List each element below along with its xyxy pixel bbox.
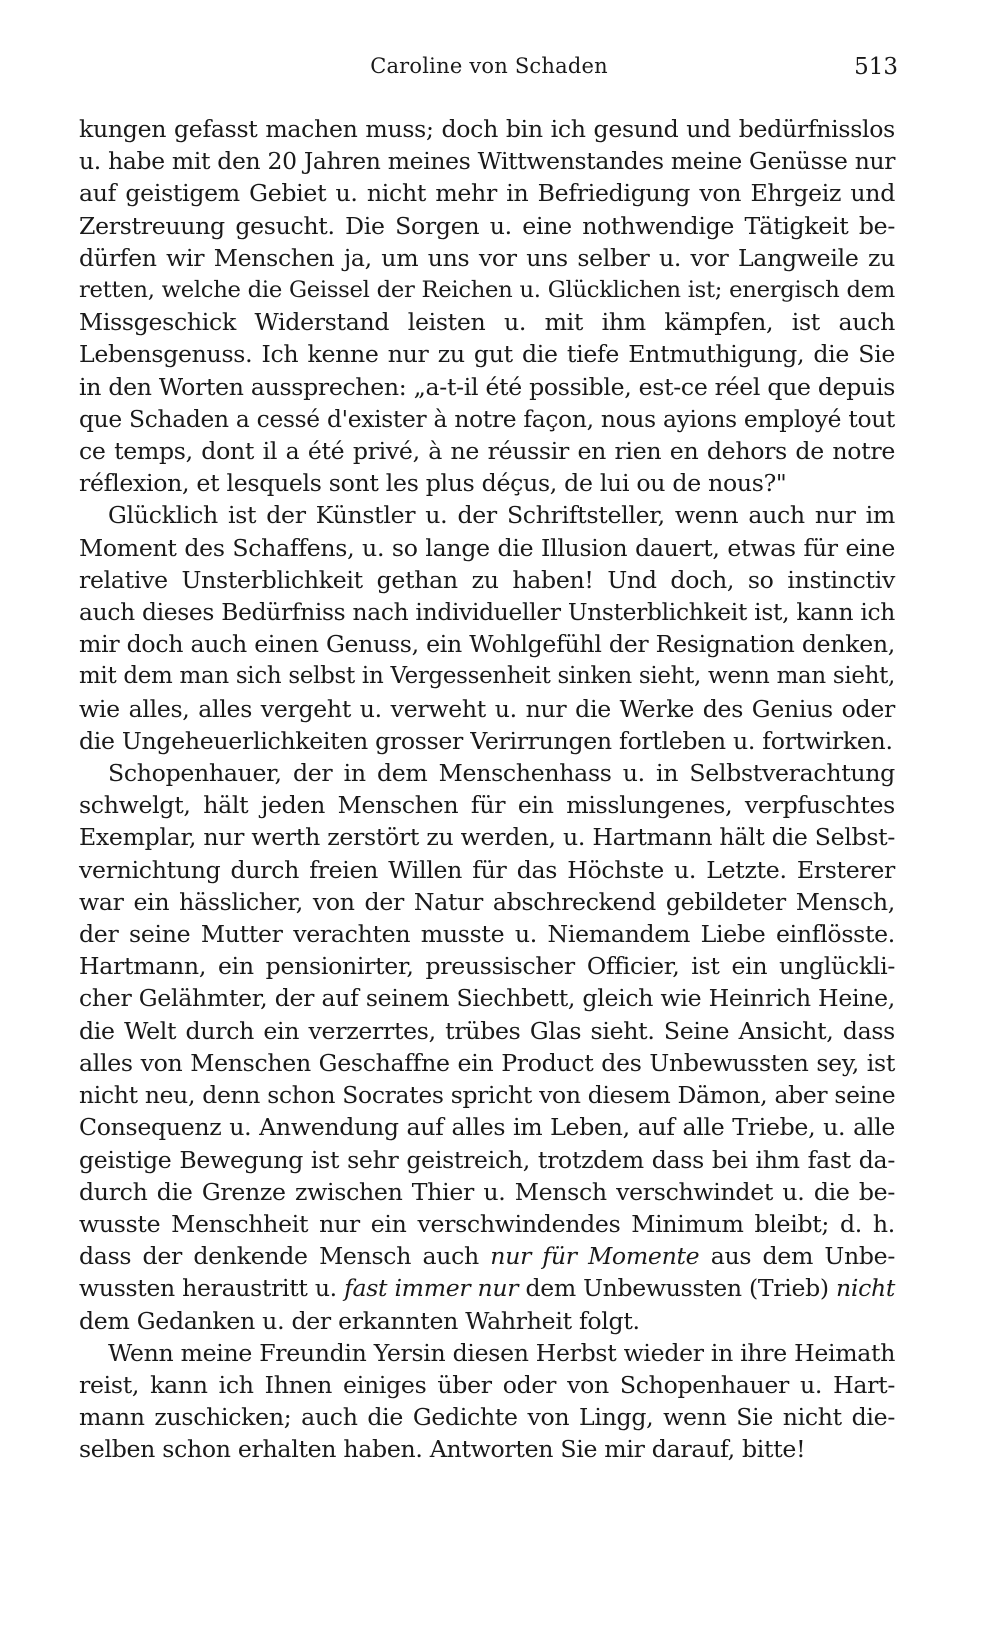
text-line: réflexion, et lesquels sont les plus déçus, de lui ou de nous?" (79, 469, 787, 498)
text-line-with-emphasis (79, 1240, 895, 1272)
page-header (80, 54, 898, 88)
italic-emphasis: nicht (836, 1274, 895, 1303)
text-line: u. habe mit den 20 Jahren meines Wittwenstandes meine Genüsse nur (79, 147, 896, 176)
text-line: Wenn meine Freundin Yersin diesen Herbst wieder in ihre Heimath (108, 1338, 896, 1367)
text-line: kungen gefasst machen muss; doch bin ich gesund und bedürfnisslos (79, 115, 895, 143)
text-line: wusste Menschheit nur ein verschwindendes Minimum bleibt; d. h. (79, 1209, 895, 1238)
text-line: dem Gedanken u. der erkannten Wahrheit folgt. (79, 1306, 640, 1335)
text-line: war ein hässlicher, von der Natur abschreckend gebildeter Mensch, (79, 887, 895, 916)
text-line: vernichtung durch freien Willen für das Höchste u. Letzte. Ersterer (79, 855, 895, 884)
text-line: die Ungeheuerlichkeiten grosser Verirrungen fortleben u. fortwirken. (79, 726, 893, 755)
text-line: Schopenhauer, der in dem Menschenhass u. in Selbstverachtung (108, 759, 895, 788)
text-line: schwelgt, hält jeden Menschen für ein misslungenes, verpfuschtes (79, 791, 895, 820)
italic-emphasis: fast immer nur (344, 1274, 519, 1303)
text-line: que Schaden a cessé d'exister à notre façon, nous ayions employé tout (79, 404, 895, 433)
text-line: der seine Mutter verachten musste u. Niemandem Liebe einflösste. (79, 920, 895, 949)
text-line: Zerstreuung gesucht. Die Sorgen u. eine nothwendige Tätigkeit be- (79, 211, 895, 240)
text-line: geistige Bewegung ist sehr geistreich, trotzdem dass bei ihm fast da- (79, 1145, 895, 1174)
text-line: durch die Grenze zwischen Thier u. Mensch verschwindet u. die be- (79, 1177, 895, 1206)
page-number: 513 (854, 54, 898, 80)
text-line: Missgeschick Widerstand leisten u. mit ihm kämpfen, ist auch (79, 308, 895, 337)
text-line: Glücklich ist der Künstler u. der Schriftsteller, wenn auch nur im (108, 501, 895, 530)
text-line: Consequenz u. Anwendung auf alles im Leben, auf alle Triebe, u. alle (79, 1113, 895, 1142)
text-line: mann zuschicken; auch die Gedichte von Lingg, wenn Sie nicht die- (79, 1403, 895, 1432)
text-line: Hartmann, ein pensionirter, preussischer Officier, ist ein unglückli- (79, 952, 895, 981)
text-line: alles von Menschen Geschaffne ein Product des Unbewussten sey, ist (79, 1048, 895, 1077)
running-title: Caroline von Schaden (370, 54, 608, 78)
text-line: reist, kann ich Ihnen einiges über oder von Schopenhauer u. Hart- (79, 1370, 895, 1399)
italic-emphasis: nur für Momente (490, 1242, 700, 1271)
text-line: Exemplar, nur werth zerstört zu werden, u. Hartmann hält die Selbst- (79, 823, 895, 852)
text-line: dürfen wir Menschen ja, um uns vor uns selber u. vor Langweile zu (79, 243, 895, 272)
line-segment: dem Unbewussten (Trieb) (525, 1274, 829, 1303)
text-line: ce temps, dont il a été privé, à ne réussir en rien en dehors de notre (79, 437, 895, 466)
body-text (79, 113, 895, 1466)
line-segment: wussten heraustritt u. (79, 1274, 337, 1303)
text-line: Lebensgenuss. Ich kenne nur zu gut die tiefe Entmuthigung, die Sie (79, 340, 895, 369)
line-segment: dass der denkende Mensch auch (79, 1242, 479, 1271)
line-segment: aus dem Unbe- (710, 1242, 896, 1271)
text-line: auf geistigem Gebiet u. nicht mehr in Befriedigung von Ehrgeiz und (79, 179, 895, 208)
text-line: in den Worten aussprechen: „a-t-il été possible, est-ce réel que depuis (79, 372, 895, 401)
text-line: mit dem man sich selbst in Vergessenheit sinken sieht, wenn man sieht, (79, 663, 895, 690)
text-line: auch dieses Bedürfniss nach individueller Unsterblichkeit ist, kann ich (79, 598, 895, 627)
text-line-with-emphasis (79, 1272, 895, 1304)
text-line: wie alles, alles vergeht u. verweht u. nur die Werke des Genius oder (79, 694, 895, 723)
text-line: Moment des Schaffens, u. so lange die Illusion dauert, etwas für eine (79, 533, 895, 562)
text-line: retten, welche die Geissel der Reichen u. Glücklichen ist; energisch dem (79, 277, 895, 304)
text-line: die Welt durch ein verzerrtes, trübes Glas sieht. Seine Ansicht, dass (79, 1016, 895, 1045)
text-line: cher Gelähmter, der auf seinem Siechbett, gleich wie Heinrich Heine, (79, 984, 895, 1013)
text-line: nicht neu, denn schon Socrates spricht von diesem Dämon, aber seine (79, 1081, 896, 1110)
text-line: relative Unsterblichkeit gethan zu haben! Und doch, so instinctiv (79, 565, 895, 594)
text-line: selben schon erhalten haben. Antworten Sie mir darauf, bitte! (79, 1435, 806, 1464)
text-line: mir doch auch einen Genuss, ein Wohlgefühl der Resignation denken, (79, 630, 895, 659)
